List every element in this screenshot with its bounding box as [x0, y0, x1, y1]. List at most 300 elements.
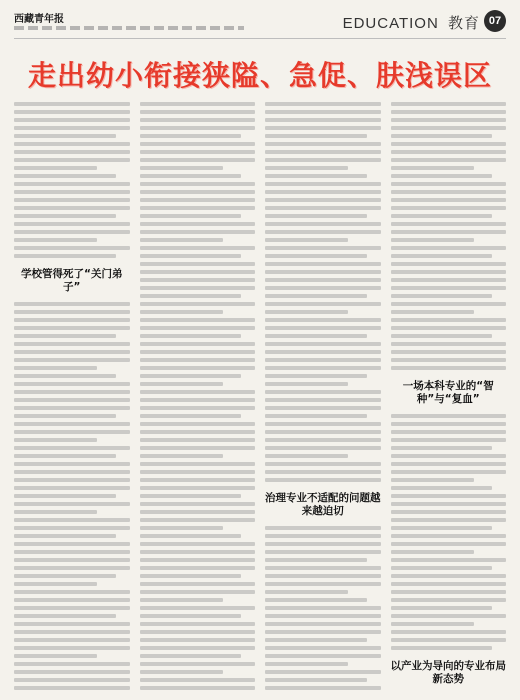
text-line [140, 294, 242, 298]
text-line [265, 254, 367, 258]
text-line [140, 318, 256, 322]
text-line [265, 566, 381, 570]
text-line [391, 230, 507, 234]
text-line [265, 166, 348, 170]
text-line [265, 246, 381, 250]
text-line [140, 398, 256, 402]
text-line [265, 638, 367, 642]
text-line [14, 382, 130, 386]
text-line [265, 278, 381, 282]
text-line [140, 302, 256, 306]
text-line [14, 246, 130, 250]
text-line [140, 678, 256, 682]
text-line [14, 174, 116, 178]
subhead-1: 学校管得死了“关门弟子” [21, 268, 123, 294]
text-line [140, 206, 256, 210]
text-line [265, 462, 381, 466]
text-line [14, 502, 130, 506]
text-line [14, 230, 130, 234]
text-line [391, 470, 507, 474]
text-line [391, 622, 474, 626]
text-line [265, 398, 381, 402]
masthead [14, 8, 506, 38]
text-line [14, 510, 97, 514]
text-line [265, 590, 348, 594]
text-line [391, 414, 507, 418]
text-line [391, 174, 493, 178]
text-line [140, 686, 256, 690]
text-line [265, 318, 381, 322]
headline-area [14, 52, 506, 96]
text-line [140, 622, 256, 626]
text-line [140, 550, 256, 554]
text-line [265, 334, 367, 338]
text-line [265, 526, 381, 530]
text-line [265, 606, 381, 610]
text-line [265, 414, 367, 418]
text-line [140, 166, 223, 170]
text-line [140, 270, 256, 274]
text-line [140, 326, 256, 330]
column-1 [14, 102, 130, 692]
text-line [391, 454, 507, 458]
text-line [391, 334, 493, 338]
text-line [14, 326, 130, 330]
body-text-3a [265, 102, 381, 482]
text-line [391, 126, 507, 130]
text-line [14, 302, 130, 306]
text-line [265, 550, 381, 554]
text-line [265, 294, 367, 298]
text-line [140, 358, 256, 362]
text-line [140, 446, 256, 450]
subhead-2: 治理专业不适配的问题越来越迫切 [265, 492, 381, 518]
text-line [265, 102, 381, 106]
paper-name: 西藏青年报 [14, 14, 64, 25]
text-line [14, 126, 130, 130]
text-line [265, 190, 381, 194]
text-line [265, 534, 381, 538]
text-line [140, 526, 223, 530]
text-line [140, 150, 256, 154]
text-line [14, 238, 97, 242]
text-line [14, 662, 130, 666]
text-line [265, 454, 348, 458]
text-line [14, 318, 130, 322]
text-line [140, 574, 242, 578]
text-line [391, 214, 493, 218]
body-text-4b [391, 414, 507, 650]
text-line [140, 486, 256, 490]
text-line [14, 574, 116, 578]
text-line [140, 158, 256, 162]
text-line [391, 638, 507, 642]
text-line [265, 142, 381, 146]
text-line [391, 518, 507, 522]
text-line [265, 646, 381, 650]
text-line [14, 422, 130, 426]
text-line [265, 374, 367, 378]
text-line [14, 110, 130, 114]
text-line [265, 686, 381, 690]
text-line [14, 550, 130, 554]
text-line [265, 422, 381, 426]
text-line [391, 318, 507, 322]
text-line [391, 558, 507, 562]
text-line [14, 350, 130, 354]
text-line [265, 214, 367, 218]
text-line [391, 526, 493, 530]
text-line [391, 358, 507, 362]
text-line [140, 198, 256, 202]
text-line [140, 310, 223, 314]
text-line [14, 582, 97, 586]
text-line [391, 158, 507, 162]
text-line [14, 158, 130, 162]
body-text-2 [140, 102, 256, 692]
text-line [140, 390, 256, 394]
text-line [14, 454, 116, 458]
text-line [140, 174, 242, 178]
text-line [140, 230, 256, 234]
subhead-4: 以产业为导向的专业布局新态势 [390, 660, 506, 686]
text-line [140, 670, 223, 674]
text-line [265, 158, 381, 162]
text-line [140, 598, 223, 602]
text-line [14, 526, 130, 530]
text-line [140, 614, 242, 618]
text-line [14, 462, 130, 466]
text-line [391, 294, 493, 298]
text-line [391, 326, 507, 330]
text-line [391, 166, 474, 170]
text-line [391, 438, 507, 442]
text-line [391, 278, 507, 282]
text-line [265, 182, 381, 186]
text-line [265, 678, 367, 682]
text-line [14, 166, 97, 170]
text-line [14, 342, 130, 346]
text-line [14, 398, 130, 402]
text-line [14, 686, 130, 690]
text-line [14, 518, 130, 522]
text-line [140, 118, 256, 122]
text-line [140, 214, 242, 218]
text-line [14, 430, 130, 434]
text-line [265, 350, 381, 354]
text-line [14, 214, 116, 218]
text-line [140, 654, 242, 658]
text-line [140, 366, 256, 370]
text-line [265, 230, 381, 234]
text-line [14, 182, 130, 186]
text-line [391, 478, 474, 482]
text-line [140, 110, 256, 114]
text-line [265, 110, 381, 114]
text-line [140, 502, 256, 506]
text-line [391, 302, 507, 306]
text-line [391, 238, 474, 242]
section-en: EDUCATION [342, 15, 439, 32]
body-text-1b [14, 302, 130, 692]
text-line [140, 566, 256, 570]
text-line [265, 198, 381, 202]
text-line [14, 566, 130, 570]
text-line [391, 502, 507, 506]
text-line [391, 198, 507, 202]
text-line [14, 478, 130, 482]
text-line [265, 654, 381, 658]
text-line [265, 118, 381, 122]
text-line [265, 286, 381, 290]
text-line [140, 350, 256, 354]
text-line [14, 142, 130, 146]
text-line [14, 358, 130, 362]
text-line [391, 342, 507, 346]
text-line [265, 302, 381, 306]
text-line [265, 150, 381, 154]
headline: 走出幼小衔接狭隘、急促、肤浅误区 [27, 59, 492, 92]
text-line [391, 102, 507, 106]
text-line [140, 222, 256, 226]
text-line [265, 222, 381, 226]
text-line [14, 470, 130, 474]
text-line [265, 582, 381, 586]
text-line [14, 134, 116, 138]
text-line [14, 678, 130, 682]
text-line [265, 342, 381, 346]
text-line [140, 510, 256, 514]
text-line [265, 470, 381, 474]
text-line [391, 310, 474, 314]
text-line [265, 134, 367, 138]
text-line [140, 518, 256, 522]
text-line [140, 582, 256, 586]
text-line [391, 286, 507, 290]
text-line [391, 254, 493, 258]
text-line [14, 630, 130, 634]
text-line [14, 150, 130, 154]
text-line [391, 366, 507, 370]
column-4 [391, 102, 507, 692]
text-line [14, 102, 130, 106]
text-line [14, 310, 130, 314]
text-line [391, 350, 507, 354]
text-line [14, 614, 116, 618]
text-line [14, 534, 116, 538]
text-line [14, 590, 130, 594]
text-line [140, 126, 256, 130]
text-line [265, 326, 381, 330]
text-line [391, 190, 507, 194]
text-line [265, 478, 381, 482]
text-line [140, 382, 223, 386]
text-line [140, 662, 256, 666]
text-line [391, 494, 507, 498]
text-line [140, 182, 256, 186]
text-line [140, 494, 242, 498]
body-text-4a [391, 102, 507, 370]
text-line [140, 462, 256, 466]
text-line [140, 558, 256, 562]
text-line [391, 134, 493, 138]
text-line [140, 238, 223, 242]
text-line [265, 238, 348, 242]
text-line [265, 614, 381, 618]
text-line [391, 246, 507, 250]
text-line [265, 270, 381, 274]
text-line [391, 182, 507, 186]
text-line [265, 670, 381, 674]
text-line [14, 622, 130, 626]
text-line [14, 486, 130, 490]
text-line [140, 342, 256, 346]
text-line [140, 406, 256, 410]
body-text-1a [14, 102, 130, 258]
text-line [391, 462, 507, 466]
text-line [265, 598, 367, 602]
text-line [140, 374, 242, 378]
text-line [265, 438, 381, 442]
text-line [391, 646, 493, 650]
text-line [140, 646, 256, 650]
text-line [140, 254, 242, 258]
issue-badge: 07 [484, 10, 506, 32]
text-line [265, 662, 348, 666]
text-line [391, 542, 507, 546]
text-line [140, 102, 256, 106]
text-line [391, 614, 507, 618]
text-line [265, 622, 381, 626]
text-line [140, 430, 256, 434]
text-line [391, 566, 493, 570]
text-line [391, 118, 507, 122]
text-line [140, 534, 242, 538]
body-text-3b [265, 526, 381, 692]
text-line [265, 310, 348, 314]
subhead-3: 一场本科专业的“智种”与“复血” [402, 380, 494, 406]
text-line [265, 174, 367, 178]
text-line [265, 574, 381, 578]
text-line [140, 134, 242, 138]
text-line [140, 142, 256, 146]
text-line [265, 446, 381, 450]
text-line [140, 606, 256, 610]
column-3 [265, 102, 381, 692]
text-line [140, 470, 256, 474]
text-line [14, 198, 130, 202]
text-line [14, 638, 130, 642]
text-line [14, 670, 130, 674]
section-tag [343, 12, 480, 33]
text-line [140, 278, 256, 282]
text-line [140, 190, 256, 194]
credit-line [14, 26, 244, 30]
text-line [14, 606, 130, 610]
text-line [391, 510, 507, 514]
text-line [391, 430, 507, 434]
text-line [391, 150, 507, 154]
text-line [265, 126, 381, 130]
text-line [265, 558, 367, 562]
text-line [14, 598, 130, 602]
text-line [140, 438, 256, 442]
text-line [140, 334, 242, 338]
text-line [14, 390, 130, 394]
text-line [265, 542, 381, 546]
text-line [140, 454, 223, 458]
text-line [14, 118, 130, 122]
text-line [391, 486, 493, 490]
text-line [391, 574, 507, 578]
text-line [14, 366, 97, 370]
text-line [14, 558, 130, 562]
article-columns [14, 102, 506, 692]
text-line [140, 542, 256, 546]
text-line [265, 366, 381, 370]
text-line [391, 598, 507, 602]
text-line [265, 430, 381, 434]
text-line [14, 406, 130, 410]
text-line [14, 542, 130, 546]
text-line [391, 270, 507, 274]
text-line [391, 550, 474, 554]
section-zh: 教育 [447, 14, 480, 32]
text-line [140, 286, 256, 290]
text-line [391, 206, 507, 210]
text-line [14, 254, 116, 258]
text-line [14, 334, 116, 338]
column-2 [140, 102, 256, 692]
text-line [14, 206, 130, 210]
text-line [391, 262, 507, 266]
text-line [14, 222, 130, 226]
text-line [391, 110, 507, 114]
text-line [391, 446, 493, 450]
text-line [140, 630, 256, 634]
text-line [265, 206, 381, 210]
text-line [14, 438, 97, 442]
text-line [391, 222, 507, 226]
text-line [140, 262, 256, 266]
text-line [14, 646, 130, 650]
text-line [140, 638, 256, 642]
text-line [265, 406, 381, 410]
text-line [391, 606, 493, 610]
text-line [14, 414, 116, 418]
text-line [391, 590, 507, 594]
text-line [14, 494, 116, 498]
text-line [140, 422, 256, 426]
text-line [391, 582, 507, 586]
text-line [14, 654, 97, 658]
text-line [14, 446, 130, 450]
text-line [265, 262, 381, 266]
text-line [14, 374, 116, 378]
text-line [391, 142, 507, 146]
text-line [391, 422, 507, 426]
text-line [265, 382, 348, 386]
text-line [140, 478, 256, 482]
text-line [14, 190, 130, 194]
text-line [140, 590, 256, 594]
header-rule [14, 38, 506, 39]
text-line [391, 534, 507, 538]
text-line [265, 630, 381, 634]
text-line [140, 414, 242, 418]
text-line [140, 246, 256, 250]
text-line [391, 630, 507, 634]
